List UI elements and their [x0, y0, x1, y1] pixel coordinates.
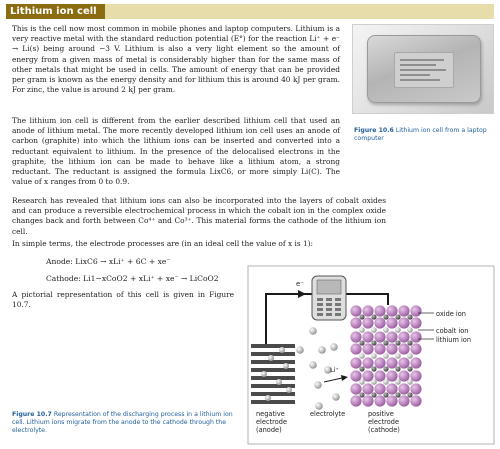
electron-arrow [298, 290, 306, 298]
legend-cobalt-ion: cobalt ion [436, 327, 469, 335]
cobalt-ion [407, 366, 412, 371]
lithium-ion [395, 379, 401, 385]
oxide-ion [398, 343, 409, 354]
circuit-wire-left [266, 294, 312, 344]
paragraph-4-text: In simple terms, the electrode processes are (in an ideal cell the value of x is 1): [12, 239, 314, 248]
oxide-ion [410, 317, 421, 328]
oxide-ion [410, 383, 421, 394]
cobalt-ion [407, 392, 412, 397]
paragraph-3-text: Research has revealed that lithium ions can also be incorporated into the layers of cobalt oxides and can produce a reversible electrochemical process in which the cobalt ion in the complex oxide changes back and forth between Co⁴⁺ and Co³⁺. This material forms the cathode of the lithium ion cell. [12, 196, 386, 236]
lithium-ion [371, 353, 377, 359]
oxide-ion [350, 383, 361, 394]
cobalt-ion [383, 314, 388, 319]
oxide-ion [398, 370, 409, 381]
oxide-ion [374, 370, 385, 381]
lithium-ion [407, 379, 413, 385]
cobalt-ion [359, 392, 364, 397]
oxide-ion [374, 395, 385, 406]
oxide-ion [362, 305, 373, 316]
lithium-ion [359, 327, 365, 333]
lithium-ion [371, 379, 377, 385]
circuit-wire-right [346, 294, 388, 305]
cobalt-ion [395, 314, 400, 319]
lithium-ion [383, 379, 389, 385]
oxide-ion [398, 395, 409, 406]
positive-electrode-label: positive electrode (cathode) [368, 410, 400, 434]
anode-graphite-layers [251, 344, 295, 404]
oxide-ion [386, 305, 397, 316]
oxide-ion [398, 331, 409, 342]
oxide-ion [386, 357, 397, 368]
cobalt-ion [407, 340, 412, 345]
cobalt-ion [371, 340, 376, 345]
lithium-ion [383, 327, 389, 333]
oxide-ion [374, 331, 385, 342]
cobalt-ion [359, 366, 364, 371]
oxide-ion [374, 305, 385, 316]
oxide-ion [362, 343, 373, 354]
figure-10-7-number: Figure 10.7 [12, 411, 52, 418]
lithium-ion-label: Li⁺ [330, 366, 339, 374]
electrolyte-label: electrolyte [310, 410, 346, 418]
paragraph-1-text: This is the cell now most common in mobile phones and laptop computers. Lithium is a very reactive metal with the standard reduction potential (E°) for the reaction Li⁺ + e⁻ → Li(s) being around −3 V. Lithium is also a very light element so the amount of energy from a given mass of metal is considerably higher than for the same mass of other metals that might be used in cells. The amount of energy that can be provided per gram is known as the energy density and for lithium this is around 40 kJ per gram. For zinc, the value is around 2 kJ per gram. [12, 24, 340, 95]
cobalt-ion [395, 392, 400, 397]
cobalt-ion [371, 366, 376, 371]
oxide-ion [386, 395, 397, 406]
oxide-ion [362, 331, 373, 342]
lithium-ion [407, 353, 413, 359]
oxide-ion [350, 305, 361, 316]
oxide-ion [362, 395, 373, 406]
oxide-ion [350, 395, 361, 406]
cobalt-ion [383, 366, 388, 371]
oxide-ion [362, 357, 373, 368]
oxide-ion [386, 343, 397, 354]
paragraph-5-text: A pictorial representation of this cell is given in Figure 10.7. [12, 290, 234, 310]
legend-oxide-ion: oxide ion [436, 310, 466, 318]
lithium-ion [359, 353, 365, 359]
oxide-ion [350, 343, 361, 354]
lithium-ion [359, 379, 365, 385]
oxide-ion [374, 317, 385, 328]
oxide-ion [350, 317, 361, 328]
legend-lithium-ion: lithium ion [436, 336, 472, 344]
oxide-ion [386, 331, 397, 342]
cathode-cobalt-oxide-lattice [350, 305, 421, 406]
lithium-ion [395, 353, 401, 359]
oxide-ion [398, 357, 409, 368]
oxide-ion [398, 305, 409, 316]
figure-10-7-text: Representation of the discharging process in a lithium ion cell. Lithium ions migrate from the anode to the cathode through the electrolyte. [12, 411, 233, 434]
cobalt-ion [359, 340, 364, 345]
lithium-ion [383, 353, 389, 359]
oxide-ion [410, 343, 421, 354]
oxide-ion [374, 357, 385, 368]
lithium-ion [395, 327, 401, 333]
cobalt-ion [359, 314, 364, 319]
cobalt-ion [383, 340, 388, 345]
cobalt-ion [395, 340, 400, 345]
oxide-ion [410, 370, 421, 381]
oxide-ion [362, 317, 373, 328]
cobalt-ion [371, 392, 376, 397]
figure-10-6-number: Figure 10.6 [354, 127, 394, 134]
oxide-ion [350, 331, 361, 342]
oxide-ion [362, 383, 373, 394]
negative-electrode-label: negative electrode (anode) [256, 410, 287, 434]
cobalt-ion [395, 366, 400, 371]
cobalt-ion [383, 392, 388, 397]
oxide-ion [410, 305, 421, 316]
electron-label: e⁻ [296, 280, 305, 288]
lithium-ion [407, 327, 413, 333]
oxide-ion [362, 370, 373, 381]
oxide-ion [350, 370, 361, 381]
oxide-ion [410, 357, 421, 368]
cobalt-ion [407, 314, 412, 319]
anode-equation: Anode: LixC6 → xLi⁺ + 6C + xe⁻ [46, 257, 171, 266]
oxide-ion [386, 383, 397, 394]
oxide-ion [398, 317, 409, 328]
cobalt-ion [371, 314, 376, 319]
figure-10-6-text: Lithium ion cell from a laptop computer [354, 127, 487, 142]
oxide-ion [374, 343, 385, 354]
oxide-ion [410, 395, 421, 406]
oxide-ion [386, 370, 397, 381]
section-title: Lithium ion cell [6, 4, 105, 19]
cathode-equation: Cathode: Li1−xCoO2 + xLi⁺ + xe⁻ → LiCoO2 [46, 274, 219, 283]
oxide-ion [374, 383, 385, 394]
oxide-ion [386, 317, 397, 328]
oxide-ion [410, 331, 421, 342]
lithium-ion [371, 327, 377, 333]
oxide-ion [350, 357, 361, 368]
paragraph-2-text: The lithium ion cell is different from the earlier described lithium cell that used an anode of lithium metal. The more recently developed lithium ion cell uses an anode of carbon (graphite) into which the lithium ions can be inserted and converted into a reductant equivalent to lithium. In the presence of the delocalised electrons in the graphite, the lithium ion can be made to behave like a lithium atom, a strong reductant. The reductant is assigned the formula LixC6, or more simply Li(C). The value of x ranges from 0 to 0.9. [12, 116, 340, 187]
oxide-ion [398, 383, 409, 394]
